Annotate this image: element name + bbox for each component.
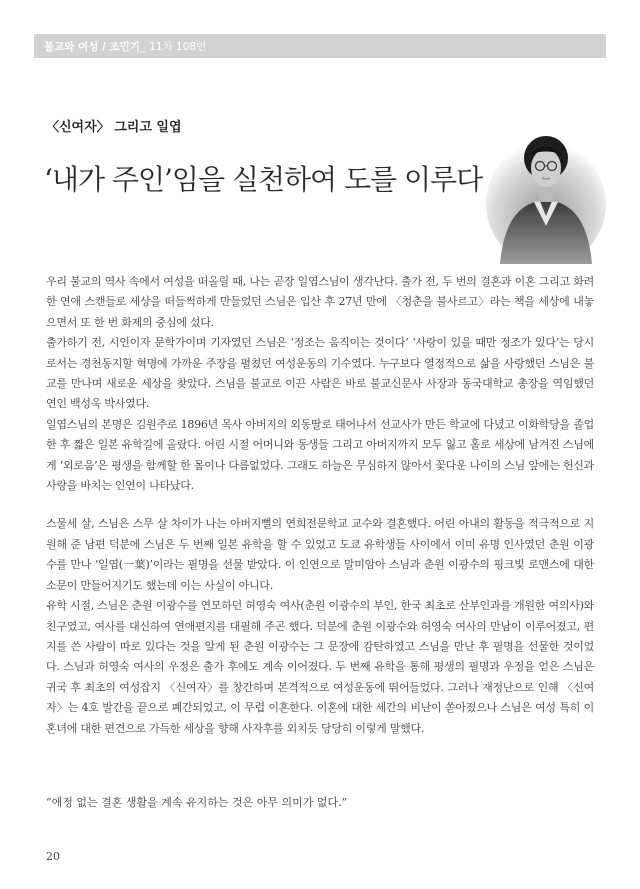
article-title: ‘내가 주인’임을 실천하여 도를 이루다 <box>44 163 483 196</box>
running-header <box>34 34 606 58</box>
section-label: 〈신여자〉 그리고 일엽 <box>46 120 182 135</box>
body-paragraph: 출가하기 전, 시인이자 문학가이며 기자였던 스님은 ‘정조는 움직이는 것이다’ ‘사랑이 있을 때만 정조가 있다’는 당시로서는 경천동지할 혁명에 가까운 주장을 펼쳤던 여성운동의 기수였다. 누구보다 열정적으로 삶을 사랑했던 스님은 불교를 만나며 새로운 세상을 찾았다. 스님을 불교로 이끈 사람은 바로 불교신문사 사장과 동국대학교 총장을 역임했던 연인 백성욱 박사였다. <box>46 336 594 411</box>
header-series: 불교와 여성 / 조민기_ <box>44 40 146 53</box>
body-paragraph: 유학 시절, 스님은 춘원 이광수를 연모하던 허영숙 여사(춘원 이광수의 부인, 한국 최초로 산부인과를 개원한 여의사)와 친구였고, 여사를 대신하여 연애편지를 대필해 주곤 했다. 덕분에 춘원 이광수와 허영숙 여사의 만남이 이루어졌고, 편지를 쓴 사람이 따로 있다는 것을 알게 된 춘원 이광수는 그 문장에 감탄하였고 스님을 만난 후 필명을 선물한 것이었다. 스님과 허영숙 여사의 우정은 출가 후에도 계속 이어졌다. 두 번째 유학을 통해 평생의 필명과 우정을 얻은 스님은 귀국 후 최초의 여성잡지 〈신여자〉를 창간하며 본격적으로 여성운동에 뛰어들었다. 그러나 재정난으로 인해 〈신여자〉는 4호 발간을 끝으로 폐간되었고, 이 무렵 이혼한다. 이혼에 대한 세간의 비난이 쏟아졌으나 스님은 여성 특히 이혼녀에 대한 편견으로 가득한 세상을 향해 사자후를 외치듯 당당히 이렇게 말했다. <box>46 599 594 735</box>
header-author-note: 11차 108인 <box>149 40 207 53</box>
body-paragraph: 스물세 살, 스님은 스무 살 차이가 나는 아버지뻘의 연희전문학교 교수와 결혼했다. 어린 아내의 활동을 적극적으로 지원해 준 남편 덕분에 스님은 두 번째 일본 유학을 할 수 있었고 도쿄 유학생들 사이에서 이미 유명 인사였던 춘원 이광수를 만나 ‘일엽(一葉)’이라는 필명을 선물 받았다. 이 인연으로 말미암아 스님과 춘원 이광수의 핑크빛 로맨스에 대한 소문이 만들어지기도 했는데 이는 사실이 아니다. <box>46 517 594 592</box>
pull-quote: “애정 없는 결혼 생활을 계속 유지하는 것은 아무 의미가 없다.” <box>46 796 348 809</box>
body-paragraph: 일엽스님의 본명은 김원주로 1896년 목사 아버지의 외동딸로 태어나서 선교사가 만든 학교에 다녔고 이화학당을 졸업한 후 짧은 일본 유학길에 올랐다. 어린 시절 어머니와 동생들 그리고 아버지까지 모두 잃고 홀로 세상에 남겨진 스님에게 ‘외로움’은 평생을 함께할 한 몸이나 다름없었다. 그래도 하늘은 무심하지 않아서 꽃다운 나이의 스님 앞에는 헌신과 사랑을 바치는 인연이 나타났다. <box>46 417 594 493</box>
page-number: 20 <box>46 850 60 863</box>
body-paragraph: 우리 불교의 역사 속에서 여성을 떠올릴 때, 나는 곧장 일엽스님이 생각난다. 출가 전, 두 번의 결혼과 이혼 그리고 화려한 연애 스캔들로 세상을 떠들썩하게 만들었던 스님은 입산 후 27년 만에 〈청춘을 불사르고〉라는 책을 세상에 내놓으면서 또 한 번 화제의 중심에 섰다. <box>46 275 594 329</box>
article-body <box>46 272 594 739</box>
portrait-photo-icon <box>486 124 606 264</box>
